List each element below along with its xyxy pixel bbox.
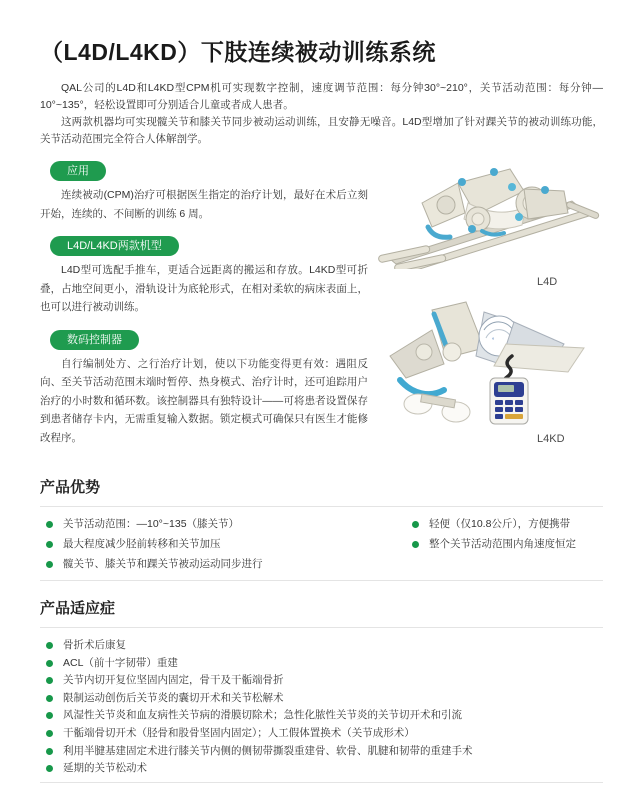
bullet-dot-icon: [46, 730, 53, 737]
indication-text: 利用半腱基建固定术进行膝关节内侧的侧韧带撕裂重建骨、软骨、肌腱和韧带的重建手术: [63, 744, 473, 757]
advantages-section: [40, 476, 603, 581]
bullet-dot-icon: [412, 521, 419, 528]
application-badge: 应用: [50, 161, 106, 181]
list-item: [40, 518, 406, 531]
bullet-dot-icon: [46, 561, 53, 568]
advantages-columns: [40, 518, 603, 578]
divider: [40, 782, 603, 783]
indication-text: 骨折术后康复: [63, 639, 126, 651]
intro-paragraph-1: QAL公司的L4D和L4KD型CPM机可实现数字控制，速度调节范围：每分钟30°~210°，关节活动范围：每分钟—10°~135°，轻松设置即可分别适合儿童或者成人患者。: [40, 82, 603, 111]
l4kd-figure: [372, 294, 643, 445]
bullet-dot-icon: [46, 642, 53, 649]
bullet-dot-icon: [46, 521, 53, 528]
l4kd-product-image: [372, 294, 632, 426]
bullet-dot-icon: [412, 541, 419, 548]
list-item: [40, 657, 603, 670]
controller-block: [40, 330, 368, 448]
list-item: [40, 674, 603, 687]
figure-column: [372, 161, 643, 460]
bullet-dot-icon: [46, 541, 53, 548]
indications-section: [40, 597, 603, 783]
models-text: L4D型可选配手推车，更适合远距离的搬运和存放。L4KD型可折叠，占地空间更小，滑轨设计为底轮形式，在相对柔软的病床表面上，也可以进行被动训练。: [40, 264, 368, 313]
list-item: [406, 518, 603, 531]
divider: [40, 506, 603, 507]
feature-text-column: [40, 161, 372, 460]
middle-columns: [40, 161, 603, 460]
models-badge: L4D/L4KD两款机型: [50, 236, 179, 256]
indications-heading: 产品适应症: [40, 600, 116, 617]
application-text: 连续被动(CPM)治疗可根据医生指定的治疗计划，最好在术后立刻开始，连续的、不间断的训练 6 周。: [40, 189, 368, 220]
indication-text: 干骺端骨切开术（胫骨和股骨坚固内固定）；人工假体置换术（关节成形术）: [63, 726, 415, 739]
list-item: [40, 709, 603, 722]
page-title: （L4D/L4KD）下肢连续被动训练系统: [40, 39, 436, 65]
indication-text: 风湿性关节炎和血友病性关节病的滑膜切除术；急性化脓性关节炎的关节切开术和引流: [63, 709, 462, 722]
list-item: [40, 727, 603, 740]
advantage-text: 轻便（仅10.8公斤），方便携带: [429, 518, 571, 530]
svg-text:°: °: [492, 338, 495, 344]
advantage-text: 髋关节、膝关节和踝关节被动运动同步进行: [63, 558, 263, 570]
hand-controller: [490, 378, 528, 424]
controller-text: 自行编制处方、之行治疗计划，使以下功能变得更有效：遇阻反向、至关节活动范围末端时暂停、热身模式、治疗计时，还可追踪用户治疗的小时数和循环数。该控制器具有独特设计——可将患者设置保存到患者储存卡内，无需重复输入数据。锁定模式可确保只有医生才能修改程序。: [40, 357, 368, 444]
indication-text: ACL（前十字韧带）重建: [63, 656, 178, 669]
list-item: [40, 745, 603, 758]
list-item: [40, 639, 603, 652]
list-item: [40, 558, 406, 571]
advantage-text: 关节活动范围：—10°~135（膝关节）: [63, 518, 240, 530]
bullet-dot-icon: [46, 712, 53, 719]
bullet-dot-icon: [46, 660, 53, 667]
bullet-dot-icon: [46, 748, 53, 755]
list-item: [40, 538, 406, 551]
list-item: [406, 538, 603, 551]
application-block: [40, 161, 368, 223]
bullet-dot-icon: [46, 695, 53, 702]
l4d-figure: [372, 161, 643, 288]
list-item: [40, 762, 603, 775]
divider: [40, 627, 603, 628]
divider: [40, 580, 603, 581]
l4d-product-image: [372, 161, 632, 269]
advantages-heading: 产品优势: [40, 479, 101, 496]
bullet-dot-icon: [46, 677, 53, 684]
advantages-list-right: [406, 518, 603, 578]
indication-text: 延期的关节松动术: [63, 762, 147, 775]
indications-list: [40, 639, 603, 775]
indication-text: 限制运动创伤后关节炎的囊切开术和关节松解术: [63, 691, 284, 704]
list-item: [40, 692, 603, 705]
indication-text: 关节内切开复位坚固内固定，骨干及干骺端骨折: [63, 674, 284, 687]
controller-badge: 数码控制器: [50, 330, 139, 350]
intro-paragraph-2: 这两款机器均可实现髋关节和膝关节同步被动运动训练，且安静无噪音。L4D型增加了针对踝关节的被动训练功能，关节活动范围完全符合人体解剖学。: [40, 116, 603, 145]
intro: [40, 80, 603, 148]
models-block: [40, 236, 368, 317]
advantages-list-left: [40, 518, 406, 578]
advantage-text: 最大程度减少胫前转移和关节加压: [63, 538, 221, 550]
advantage-text: 整个关节活动范围内角速度恒定: [429, 538, 576, 550]
bullet-dot-icon: [46, 765, 53, 772]
figure-label-l4d: L4D: [537, 276, 558, 288]
figure-label-l4kd: L4KD: [537, 433, 565, 445]
